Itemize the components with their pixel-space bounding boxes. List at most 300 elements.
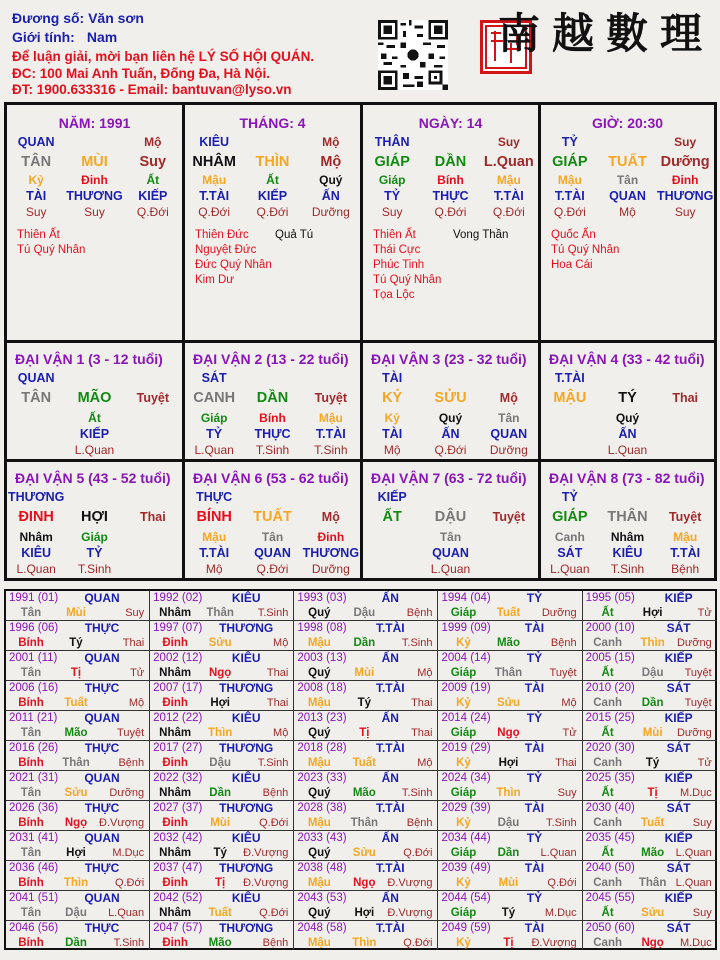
year-stage: Thai xyxy=(555,757,577,769)
year-ten-god: QUAN xyxy=(84,591,120,605)
year-stem: Đinh xyxy=(162,697,188,709)
year-label: 2013 (23) xyxy=(297,712,347,724)
year-pillar xyxy=(297,936,434,950)
year-stage: T.Sinh xyxy=(401,637,433,649)
year-stem: Ất xyxy=(601,847,614,859)
hidden-stems-row xyxy=(363,411,538,426)
hidden-stages-row xyxy=(541,204,714,220)
year-cell[interactable] xyxy=(583,741,717,771)
branch-stage: Dưỡng xyxy=(660,154,710,170)
year-cell[interactable] xyxy=(6,771,150,801)
hidden-stage: Dưỡng xyxy=(311,205,350,219)
year-header xyxy=(297,921,434,936)
branch-stage: Thai xyxy=(672,391,699,405)
year-cell[interactable] xyxy=(583,921,717,950)
year-ten-god: THỰC xyxy=(84,861,120,875)
year-cell[interactable] xyxy=(294,771,438,801)
year-header xyxy=(153,741,290,756)
year-header xyxy=(153,591,290,606)
year-stem: Đinh xyxy=(162,637,188,649)
year-branch: Sửu xyxy=(352,847,376,859)
year-cell[interactable] xyxy=(583,711,717,741)
year-ten-god: ẤN xyxy=(381,771,399,785)
dai-van-ten-god: T.TÀI xyxy=(554,371,585,385)
spacer xyxy=(124,488,182,506)
year-cell[interactable] xyxy=(294,621,438,651)
year-stage: Thai xyxy=(122,637,145,649)
year-cell[interactable] xyxy=(438,681,582,711)
year-label: 2028 (38) xyxy=(297,802,347,814)
hidden-stem: Giáp xyxy=(81,530,108,544)
year-ten-god: TÀI xyxy=(524,861,545,875)
year-stage: T.Sinh xyxy=(401,787,433,799)
year-stem: Bính xyxy=(18,697,44,709)
year-cell[interactable] xyxy=(583,861,717,891)
year-cell[interactable] xyxy=(150,651,294,681)
hidden-god: QUAN xyxy=(432,546,469,560)
hidden-god: THỰC xyxy=(432,189,469,203)
year-cell[interactable] xyxy=(6,741,150,771)
hidden-stem: Quý xyxy=(319,173,343,187)
hidden-stages-row xyxy=(363,442,538,458)
year-cell[interactable] xyxy=(438,741,582,771)
year-cell[interactable] xyxy=(150,591,294,621)
pillar-cell xyxy=(185,105,363,343)
heavenly-stem: BÍNH xyxy=(196,509,232,525)
year-pillar xyxy=(441,606,578,620)
hidden-god: ẤN xyxy=(321,189,340,203)
year-header xyxy=(153,711,290,726)
year-pillar xyxy=(297,906,434,920)
year-branch: Dậu xyxy=(65,907,87,919)
year-cell[interactable] xyxy=(438,711,582,741)
year-cell[interactable] xyxy=(583,801,717,831)
year-branch: Hợi xyxy=(354,907,375,919)
hidden-stages-row xyxy=(363,561,538,577)
pillar-ten-god: KIÊU xyxy=(199,135,230,149)
year-cell[interactable] xyxy=(6,621,150,651)
year-cell[interactable] xyxy=(150,621,294,651)
year-stage: Tử xyxy=(130,667,145,679)
dai-van-title: ĐẠI VẬN 1 (3 - 12 tuổi) xyxy=(15,351,163,367)
good-star: Kim Dư xyxy=(195,274,235,286)
year-stem: Nhâm xyxy=(159,847,192,859)
year-stage: Dưỡng xyxy=(676,727,712,739)
year-header xyxy=(441,771,578,786)
year-cell[interactable] xyxy=(294,801,438,831)
year-stage: Q.Đới xyxy=(403,847,433,859)
hidden-stem: Ất xyxy=(88,411,101,425)
year-ten-god: TỶ xyxy=(526,891,543,905)
year-stem: Bính xyxy=(18,937,44,949)
year-label: 1998 (08) xyxy=(297,622,347,634)
year-ten-god: THƯƠNG xyxy=(219,621,274,635)
year-label: 2007 (17) xyxy=(153,682,203,694)
year-branch: Dần xyxy=(497,847,520,859)
hidden-gods-row xyxy=(7,426,182,442)
year-stem: Tân xyxy=(20,727,42,739)
hidden-gods-row xyxy=(363,545,538,561)
year-stage: Bệnh xyxy=(262,937,289,949)
hidden-stems-row xyxy=(7,411,182,426)
hidden-stem: Đinh xyxy=(81,173,108,187)
pillar-title: GIỜ: 20:30 xyxy=(591,115,664,131)
year-stage: Q.Đới xyxy=(259,907,289,919)
year-branch: Thân xyxy=(494,667,523,679)
stem-branch-row xyxy=(541,151,714,173)
spacer xyxy=(541,426,599,442)
branch-stage: Tuyệt xyxy=(314,391,348,405)
year-stem: Canh xyxy=(593,757,622,769)
spacer xyxy=(480,561,538,577)
year-pillar xyxy=(9,936,146,950)
year-ten-god: SÁT xyxy=(666,801,691,815)
year-ten-god: KIẾP xyxy=(664,591,693,605)
branch-stage: L.Quan xyxy=(483,154,534,170)
pillar-stage: Mộ xyxy=(322,135,340,149)
year-branch: Hợi xyxy=(498,757,519,769)
year-ten-god: TỶ xyxy=(526,711,543,725)
year-cell[interactable] xyxy=(438,651,582,681)
hidden-stage: Suy xyxy=(381,205,403,219)
star-list xyxy=(185,228,360,288)
year-cell[interactable] xyxy=(150,681,294,711)
pillar-cell xyxy=(7,105,185,343)
dai-van-cell xyxy=(7,462,185,578)
year-label: 2008 (18) xyxy=(297,682,347,694)
year-label: 2046 (56) xyxy=(9,922,59,934)
year-pillar xyxy=(9,906,146,920)
year-pillar xyxy=(586,696,714,710)
year-pillar xyxy=(153,906,290,920)
year-pillar xyxy=(153,846,290,860)
year-header xyxy=(441,681,578,696)
year-branch: Tuất xyxy=(640,817,665,829)
year-cell[interactable] xyxy=(438,621,582,651)
year-pillar xyxy=(297,756,434,770)
hidden-god: KIẾP xyxy=(79,427,110,441)
year-stem: Ất xyxy=(601,727,614,739)
year-label: 2032 (42) xyxy=(153,832,203,844)
year-branch: Sửu xyxy=(64,787,88,799)
dai-van-god-row xyxy=(541,488,714,506)
year-stage: Bệnh xyxy=(262,787,289,799)
year-stem: Tân xyxy=(20,847,42,859)
earthly-branch: DẦN xyxy=(434,154,467,170)
brand-calligraphy xyxy=(498,10,714,58)
year-cell[interactable] xyxy=(6,891,150,921)
hidden-stage: L.Quan xyxy=(194,443,234,457)
year-stem: Ất xyxy=(601,787,614,799)
year-header xyxy=(153,651,290,666)
year-cell[interactable] xyxy=(6,711,150,741)
year-cell[interactable] xyxy=(294,711,438,741)
hidden-stage: L.Quan xyxy=(607,443,648,457)
year-branch: Mão xyxy=(496,637,520,649)
pillar-ten-god: THÂN xyxy=(374,135,410,149)
pillar-god-row xyxy=(363,133,538,151)
year-label: 2014 (24) xyxy=(441,712,491,724)
year-stage: Suy xyxy=(692,817,712,829)
hidden-stem: Kỷ xyxy=(384,411,400,425)
year-stem: Nhâm xyxy=(159,667,192,679)
year-branch: Thân xyxy=(62,757,90,769)
hidden-stem: Canh xyxy=(554,530,585,544)
year-cell[interactable] xyxy=(6,681,150,711)
year-label: 2009 (19) xyxy=(441,682,491,694)
stem-branch-row xyxy=(541,506,714,528)
year-cell[interactable] xyxy=(294,651,438,681)
good-star: Đức Quý Nhân xyxy=(195,259,272,271)
year-cell[interactable] xyxy=(438,801,582,831)
year-stem: Canh xyxy=(593,697,622,709)
good-star: Tú Quý Nhân xyxy=(17,244,86,256)
spacer xyxy=(124,426,182,442)
earthly-branch: TUẤT xyxy=(608,154,647,170)
year-pillar xyxy=(153,876,290,890)
gender-row xyxy=(12,28,314,47)
year-stem: Kỷ xyxy=(456,937,471,949)
year-label: 2026 (36) xyxy=(9,802,59,814)
year-label: 2016 (26) xyxy=(9,742,59,754)
spacer xyxy=(480,545,538,561)
year-stage: Bệnh xyxy=(406,607,433,619)
qr-code-icon xyxy=(378,20,448,90)
year-ten-god: KIÊU xyxy=(231,711,261,725)
pillar-stage: Suy xyxy=(497,135,520,149)
year-header xyxy=(586,591,714,606)
year-stem: Đinh xyxy=(162,877,188,889)
year-cell[interactable] xyxy=(6,861,150,891)
hidden-stems-row xyxy=(7,173,182,188)
year-cell[interactable] xyxy=(294,681,438,711)
year-ten-god: THỰC xyxy=(84,801,120,815)
hidden-stems-row xyxy=(541,530,714,545)
year-header xyxy=(9,921,146,936)
hidden-gods-row xyxy=(185,426,360,442)
hidden-gods-row xyxy=(7,545,182,561)
year-cell[interactable] xyxy=(294,921,438,950)
year-stage: Đ.Vượng xyxy=(243,877,289,889)
year-cell[interactable] xyxy=(438,861,582,891)
spacer xyxy=(243,369,301,387)
year-stem: Canh xyxy=(593,817,622,829)
year-cell[interactable] xyxy=(583,681,717,711)
good-star: Phúc Tinh xyxy=(373,259,425,271)
year-stem: Tân xyxy=(20,607,42,619)
spacer xyxy=(124,411,182,426)
year-cell[interactable] xyxy=(150,921,294,950)
year-stem: Kỷ xyxy=(456,877,471,889)
year-pillar xyxy=(9,666,146,680)
year-header xyxy=(297,711,434,726)
year-branch: Dần xyxy=(353,637,376,649)
year-stage: Mộ xyxy=(417,757,433,769)
dai-van-ten-god: TÀI xyxy=(382,371,403,385)
earthly-branch: THÌN xyxy=(255,154,290,170)
year-label: 2030 (40) xyxy=(585,802,635,814)
spacer xyxy=(7,411,65,426)
year-stem: Giáp xyxy=(450,907,477,919)
year-cell[interactable] xyxy=(583,891,717,921)
year-stem: Giáp xyxy=(450,787,477,799)
year-cell[interactable] xyxy=(150,711,294,741)
year-ten-god: T.TÀI xyxy=(375,921,405,935)
year-branch: Ngọ xyxy=(353,877,376,889)
year-label: 2023 (33) xyxy=(297,772,347,784)
year-cell[interactable] xyxy=(438,771,582,801)
pillar-stage: Mộ xyxy=(144,135,162,149)
year-stage: L.Quan xyxy=(540,847,577,859)
spacer xyxy=(124,545,182,561)
hidden-stage: Q.Đới xyxy=(198,205,231,219)
dai-van-title: ĐẠI VẬN 3 (23 - 32 tuổi) xyxy=(371,351,527,367)
year-cell[interactable] xyxy=(583,651,717,681)
year-ten-god: THỰC xyxy=(84,621,120,635)
year-header xyxy=(9,621,146,636)
year-stem: Giáp xyxy=(450,727,477,739)
year-cell[interactable] xyxy=(6,591,150,621)
year-cell[interactable] xyxy=(583,591,717,621)
year-cell[interactable] xyxy=(150,741,294,771)
stem-branch-row xyxy=(7,151,182,173)
year-ten-god: T.TÀI xyxy=(375,801,405,815)
year-header xyxy=(441,741,578,756)
year-cell[interactable] xyxy=(438,891,582,921)
year-stage: T.Sinh xyxy=(257,607,289,619)
spacer xyxy=(363,545,421,561)
year-branch: Thìn xyxy=(63,877,89,889)
year-stage: M.Dục xyxy=(679,937,712,949)
year-cell[interactable] xyxy=(6,831,150,861)
hidden-stage: Suy xyxy=(84,205,105,219)
year-stem: Kỷ xyxy=(456,757,471,769)
year-stage: Mộ xyxy=(273,637,289,649)
year-cell[interactable] xyxy=(294,591,438,621)
year-cell[interactable] xyxy=(583,831,717,861)
year-stem: Bính xyxy=(18,757,44,769)
year-pillar xyxy=(586,846,714,860)
hidden-stages-row xyxy=(185,204,360,220)
hidden-god: T.TÀI xyxy=(493,189,524,203)
year-header xyxy=(153,621,290,636)
year-cell[interactable] xyxy=(294,891,438,921)
brand-seal-glyph: 南 xyxy=(498,9,553,58)
year-cell[interactable] xyxy=(150,771,294,801)
year-stem: Quý xyxy=(308,847,331,859)
year-cell[interactable] xyxy=(294,741,438,771)
year-stem: Nhâm xyxy=(159,727,192,739)
heavenly-stem: GIÁP xyxy=(552,509,588,525)
year-header xyxy=(153,801,290,816)
spacer xyxy=(656,426,714,442)
year-pillar xyxy=(297,876,434,890)
year-ten-god: THƯƠNG xyxy=(219,741,274,755)
heavenly-stem: ĐINH xyxy=(18,509,54,525)
year-branch: Dậu xyxy=(641,667,664,679)
year-cell[interactable] xyxy=(294,861,438,891)
hidden-stage: Q.Đới xyxy=(492,205,525,219)
year-header xyxy=(297,771,434,786)
year-branch: Tị xyxy=(215,877,226,889)
year-stem: Mậu xyxy=(307,877,331,889)
year-header xyxy=(441,651,578,666)
hidden-gods-row xyxy=(541,545,714,561)
dai-van-cell xyxy=(7,343,185,462)
year-header xyxy=(297,831,434,846)
year-cell[interactable] xyxy=(150,861,294,891)
spacer xyxy=(480,488,538,506)
year-cell[interactable] xyxy=(438,831,582,861)
year-cell[interactable] xyxy=(150,801,294,831)
year-cell[interactable] xyxy=(294,831,438,861)
year-branch: Ngọ xyxy=(497,727,520,739)
year-header xyxy=(297,861,434,876)
hidden-stage: Dưỡng xyxy=(311,562,350,576)
pillar-grid xyxy=(4,102,717,581)
spacer xyxy=(480,530,538,545)
year-stage: Đ.Vượng xyxy=(243,847,289,859)
spacer xyxy=(363,561,421,577)
year-pillar xyxy=(441,666,578,680)
year-stage: Tử xyxy=(697,607,712,619)
year-ten-god: THƯƠNG xyxy=(219,921,274,935)
year-ten-god: KIẾP xyxy=(664,711,693,725)
year-stage: Mộ xyxy=(561,697,577,709)
year-header xyxy=(586,651,714,666)
year-branch: Tuất xyxy=(64,697,88,709)
year-pillar xyxy=(9,786,146,800)
hidden-gods-row xyxy=(363,188,538,204)
year-pillar xyxy=(9,756,146,770)
hidden-stems-row xyxy=(185,173,360,188)
stem-branch-row xyxy=(363,151,538,173)
year-stem: Ất xyxy=(601,667,614,679)
branch-stage: Thai xyxy=(139,510,166,524)
year-branch: Thân xyxy=(350,817,379,829)
earthly-branch: DẦN xyxy=(256,390,289,406)
year-label: 2033 (43) xyxy=(297,832,347,844)
earthly-branch: THÂN xyxy=(607,509,648,525)
hidden-stems-row xyxy=(363,530,538,545)
year-cell[interactable] xyxy=(438,921,582,950)
year-cell[interactable] xyxy=(583,771,717,801)
hidden-god: T.TÀI xyxy=(199,189,230,203)
year-cell[interactable] xyxy=(6,921,150,950)
hidden-god: SÁT xyxy=(557,546,583,560)
year-cell[interactable] xyxy=(150,891,294,921)
spacer xyxy=(243,488,301,506)
year-cell[interactable] xyxy=(6,651,150,681)
year-branch: Tị xyxy=(70,667,82,679)
year-pillar xyxy=(297,816,434,830)
dai-van-cell xyxy=(541,343,714,462)
year-stem: Mậu xyxy=(307,637,331,649)
year-cell[interactable] xyxy=(6,801,150,831)
year-cell[interactable] xyxy=(438,591,582,621)
hidden-god: QUAN xyxy=(490,427,528,441)
year-cell[interactable] xyxy=(150,831,294,861)
year-header xyxy=(441,831,578,846)
star-list xyxy=(7,228,182,258)
year-cell[interactable] xyxy=(583,621,717,651)
earthly-branch: TÝ xyxy=(618,390,637,406)
year-stem: Mậu xyxy=(307,937,331,949)
spacer xyxy=(421,369,479,387)
hidden-stem: Tân xyxy=(616,173,639,187)
hidden-stem: Mậu xyxy=(496,173,521,187)
chart-header xyxy=(12,9,314,99)
